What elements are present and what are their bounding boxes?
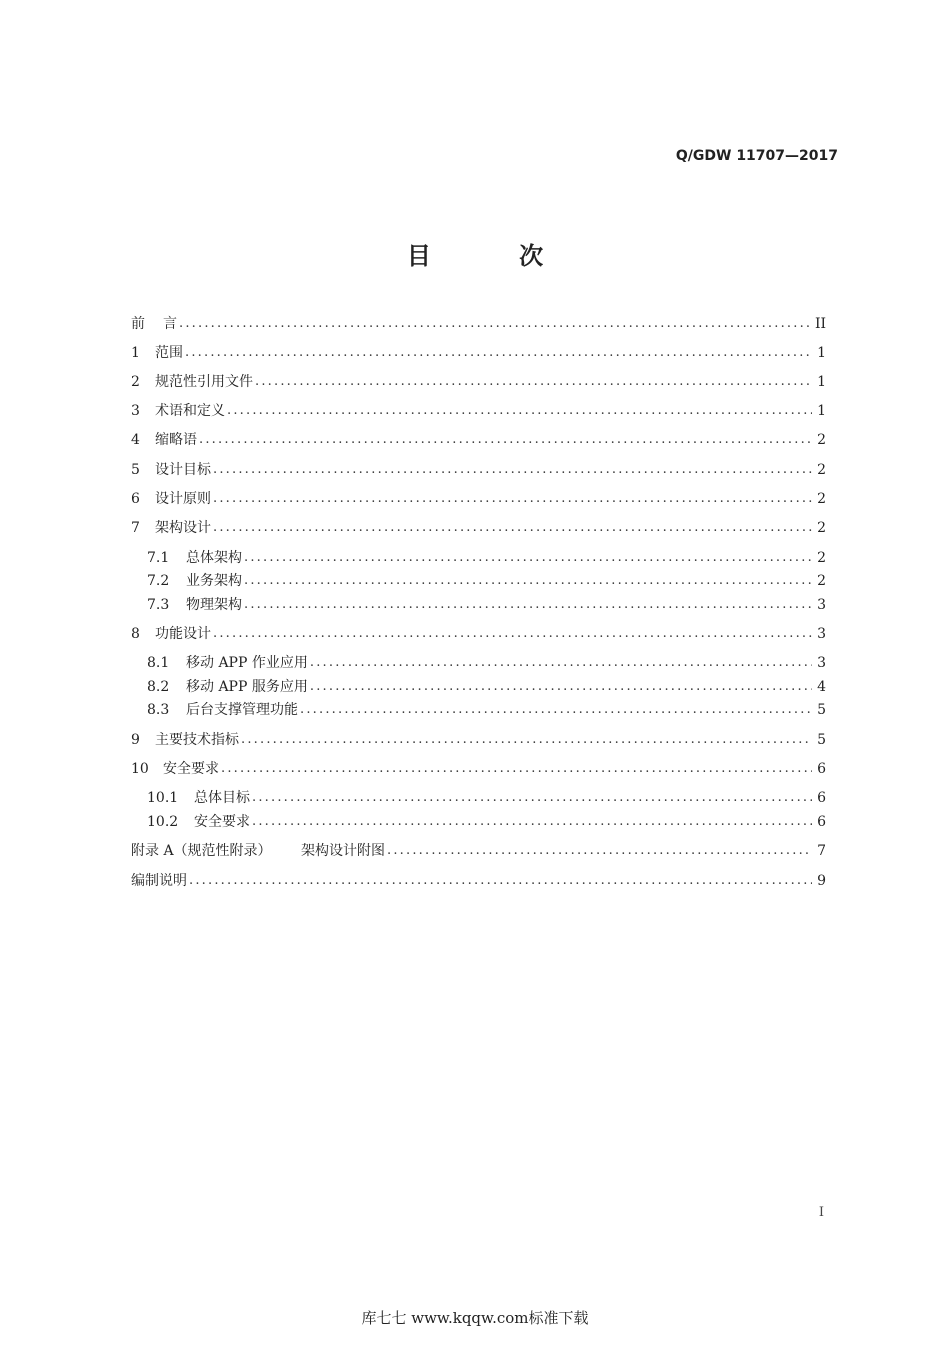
toc-label: 后台支撑管理功能 (186, 702, 298, 718)
toc-label: 物理架构 (186, 597, 242, 613)
toc-entry-7[interactable] (131, 515, 826, 539)
toc-leader (221, 758, 812, 780)
toc-entry-2[interactable] (131, 369, 826, 393)
toc-entry-compilation-notes[interactable] (131, 868, 826, 892)
toc-entry-10-1[interactable] (147, 785, 826, 809)
toc-page: 1 (817, 345, 826, 361)
toc-page: II (814, 316, 826, 332)
toc-leader (213, 623, 812, 645)
toc-label: 术语和定义 (155, 403, 225, 419)
toc-entry-8-2[interactable] (147, 674, 826, 698)
toc-leader (199, 429, 812, 451)
toc-leader (244, 547, 812, 569)
toc-page: 1 (817, 374, 826, 390)
toc-label: 架构设计附图 (301, 843, 385, 859)
toc-number: 6 (131, 491, 140, 507)
toc-number: 3 (131, 403, 140, 419)
toc-leader (255, 371, 812, 393)
toc-leader (241, 729, 812, 751)
toc-leader (227, 400, 812, 422)
toc-entry-4[interactable] (131, 427, 826, 451)
toc-leader (244, 570, 812, 592)
toc-entry-10-2[interactable] (147, 809, 826, 833)
toc-leader (310, 652, 812, 674)
toc-entry-7-1[interactable] (147, 545, 826, 569)
toc-entry-8[interactable] (131, 621, 826, 645)
toc-label: 规范性引用文件 (155, 374, 253, 390)
toc-page: 6 (817, 790, 826, 806)
toc-number: 1 (131, 345, 140, 361)
toc-label: 移动 APP 服务应用 (186, 679, 308, 695)
toc-page: 5 (817, 732, 826, 748)
toc-page: 7 (817, 843, 826, 859)
toc-number: 8 (131, 626, 140, 642)
toc-label: 安全要求 (194, 814, 250, 830)
toc-leader (252, 787, 812, 809)
toc-label: 言 (163, 316, 177, 332)
toc-number: 7 (131, 520, 140, 536)
toc-number: 8.1 (147, 655, 170, 671)
toc-entry-3[interactable] (131, 398, 826, 422)
toc-number: 前 (131, 316, 145, 332)
toc-label: 主要技术指标 (155, 732, 239, 748)
toc-number: 10 (131, 761, 149, 777)
toc-label: 总体目标 (194, 790, 250, 806)
toc-label: 编制说明 (131, 873, 187, 889)
toc-leader (252, 811, 812, 833)
toc-label: 设计目标 (155, 462, 211, 478)
toc-number: 7.1 (147, 550, 170, 566)
toc-leader (244, 594, 812, 616)
toc-leader (300, 699, 812, 721)
toc-entry-foreword[interactable] (131, 311, 826, 335)
toc-label: 功能设计 (155, 626, 211, 642)
toc-number: 8.2 (147, 679, 170, 695)
toc-number: 10.1 (147, 790, 179, 806)
toc-page: 9 (817, 873, 826, 889)
toc-entry-10[interactable] (131, 756, 826, 780)
watermark-text: 库七七 www.kqqw.com标准下载 (361, 1309, 589, 1327)
toc-leader (213, 488, 812, 510)
toc-entry-appendix-a[interactable] (131, 838, 826, 862)
toc-label: 安全要求 (163, 761, 219, 777)
toc-entry-5[interactable] (131, 457, 826, 481)
toc-page: 2 (817, 550, 826, 566)
toc-number: 4 (131, 432, 140, 448)
toc-page: 2 (817, 573, 826, 589)
toc-number: 9 (131, 732, 140, 748)
page-title: 目 次 (406, 242, 584, 270)
toc-page: 2 (817, 491, 826, 507)
toc-label: 缩略语 (155, 432, 197, 448)
toc-label: 范围 (155, 345, 183, 361)
toc-leader (387, 840, 812, 862)
page-number: I (818, 1205, 824, 1220)
toc-entry-9[interactable] (131, 727, 826, 751)
toc-entry-8-3[interactable] (147, 697, 826, 721)
toc-number: 8.3 (147, 702, 170, 718)
toc-leader (189, 870, 812, 892)
toc-page: 2 (817, 520, 826, 536)
standard-code: Q/GDW 11707—2017 (675, 148, 838, 164)
toc-label: 架构设计 (155, 520, 211, 536)
toc-leader (185, 342, 812, 364)
toc-label: 总体架构 (186, 550, 242, 566)
toc-page: 6 (817, 761, 826, 777)
toc-entry-6[interactable] (131, 486, 826, 510)
toc-entry-8-1[interactable] (147, 650, 826, 674)
toc-number: 7.3 (147, 597, 170, 613)
toc-label: 移动 APP 作业应用 (186, 655, 308, 671)
toc-label: 设计原则 (155, 491, 211, 507)
toc-page: 3 (817, 626, 826, 642)
toc-entry-7-2[interactable] (147, 568, 826, 592)
toc-page: 2 (817, 462, 826, 478)
toc-leader (310, 676, 812, 698)
toc-page: 2 (817, 432, 826, 448)
toc-page: 4 (817, 679, 826, 695)
toc-number: 7.2 (147, 573, 170, 589)
toc-entry-1[interactable] (131, 340, 826, 364)
toc-number: 附录 A（规范性附录） (131, 843, 272, 859)
toc-leader (213, 517, 812, 539)
toc-number: 10.2 (147, 814, 179, 830)
toc-page: 3 (817, 655, 826, 671)
toc-leader (213, 459, 812, 481)
toc-page: 5 (817, 702, 826, 718)
toc-number: 5 (131, 462, 140, 478)
toc-entry-7-3[interactable] (147, 592, 826, 616)
toc-page: 1 (817, 403, 826, 419)
toc-page: 3 (817, 597, 826, 613)
toc-number: 2 (131, 374, 140, 390)
toc-leader (179, 313, 812, 335)
toc-page: 6 (817, 814, 826, 830)
toc-label: 业务架构 (186, 573, 242, 589)
